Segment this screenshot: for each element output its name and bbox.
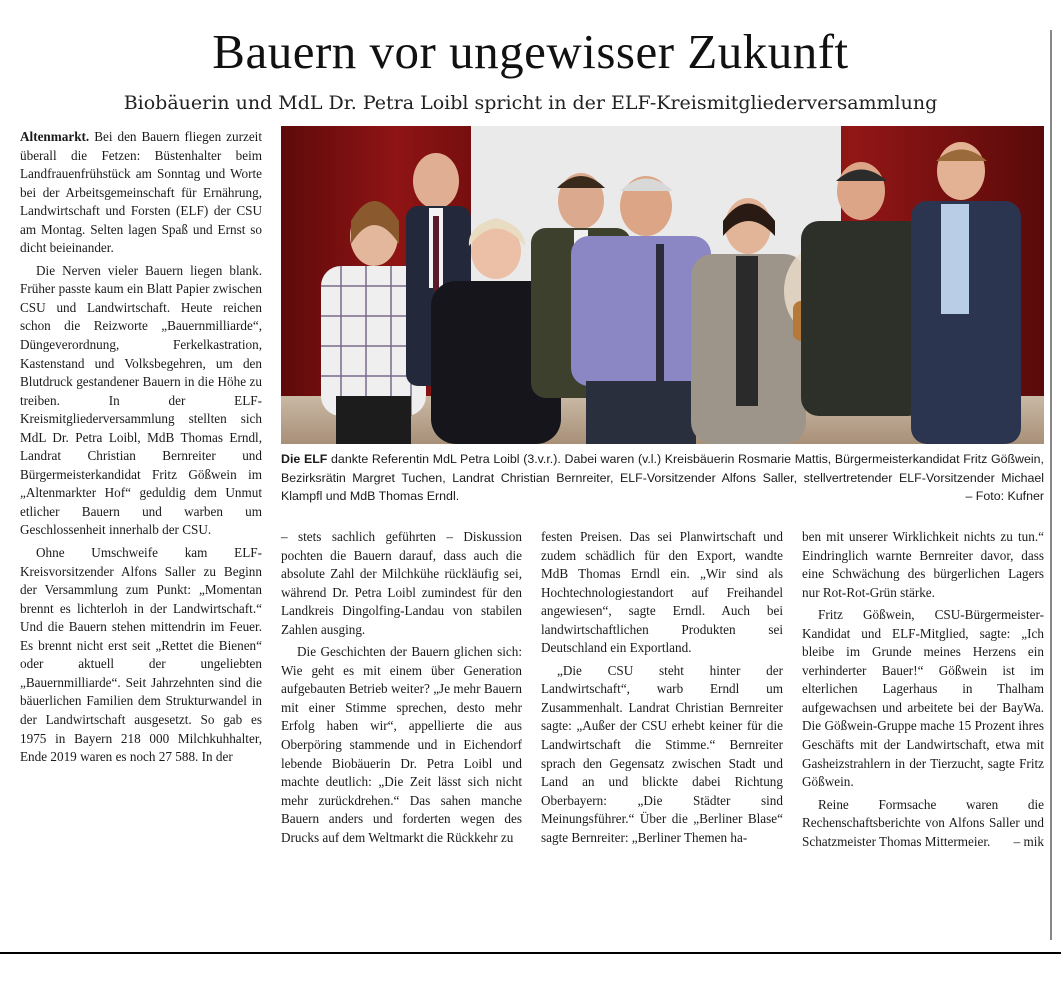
paragraph [20,128,262,258]
paragraph: „Die CSU steht hinter der Landwirtschaft“, warb Erndl um Zusammenhalt. Landrat Christian Bernreiter sagte: „Außer der CSU erhebt keiner für die Landwirtschaft die Stimme.“ Bernreiter sprach den Gegensatz zwischen Stadt und Land an und blickte dabei Richtung Oberbayern: „Die Städter sind Meinungsführer.“ Über die „Berliner Blase“ sagte Bernreiter: „Berliner Themen ha- [541,662,783,845]
article-column-3 [541,528,783,847]
paragraph-text: Bei den Bauern fliegen zurzeit überall die Fetzen: Büstenhalter beim Landfrauenfrühstück am Sonntag und Worte bei der Arbeitsgemeinschaft für Ernährung, Landwirtschaft und Forsten (ELF) der CSU am Montag. Selten lagen Spaß und Ernst so dicht beieinander. [20,129,262,256]
paragraph: Fritz Gößwein, CSU-Bürgermeister-Kandidat und ELF-Mitglied, sagte: „Ich bleibe im Grunde meines Herzens ein verhinderter Bauer!“ Gößwein ist im elterlichen Lagerhaus in Thalham aufgewachsen und arbeitete bei der BayWa. Die Gößwein-Gruppe mache 15 Prozent ihres Geschäfts mit der Landwirtschaft, etwa mit Gasheizstrahlern in der Tierzucht, sagte Fritz Gößwein. [802,607,1044,790]
photo-caption [281,450,1044,506]
subheadline: Biobäuerin und MdL Dr. Petra Loibl spricht in der ELF-Kreismitgliederversammlung [123,92,938,114]
paragraph: ben mit unserer Wirklichkeit nichts zu tun.“ Eindringlich warnte Bernreiter davor, dass eine Schwächung des bürgerlichen Lagers nur Rot-Rot-Grün stärke. [802,529,1044,600]
paragraph: Ohne Umschweife kam ELF-Kreisvorsitzender Alfons Saller zu Beginn der Versammlung zum Punkt: „Momentan brennt es lichterloh in der Landwirtschaft.“ Und die Bauern stehen mittendrin im Feuer. Es brennt nicht erst seit „Rettet die Bienen“ oder aktuell der ungeliebten „Bauernmilliarde“. Seit Jahrzehnten sind die bäuerlichen Familien dem Strukturwandel in der Landwirtschaft ausgesetzt. So gab es 1975 in Bayern 218 000 Milchkuhhalter, Ende 2019 waren es noch 27 588. In der [20,545,262,765]
paragraph: Die Geschichten der Bauern glichen sich: Wie geht es mit einem über Generation aufgebauten Betrieb weiter? „Je mehr Bauern mit einer Stimme sprechen, desto mehr Erfolg haben wir“, appellierte die aus Oberpöring stammende und in Eichendorf lebende Biobäuerin Dr. Petra Loibl und machte deutlich: „Die Zeit lässt sich nicht mehr zurückdrehen.“ Das sahen manche Bauern anders und forderten wegen des Drucks auf dem Weltmarkt die Rückkehr zu [281,644,522,845]
group-photo [281,126,1044,444]
page-edge [1050,30,1052,940]
bottom-rule [0,952,1061,954]
dateline: Altenmarkt. [20,129,90,144]
photo-illustration [281,126,1044,444]
caption-text: dankte Referentin MdL Petra Loibl (3.v.r.). Dabei waren (v.l.) Kreisbäuerin Rosmarie Mattis, Bürgermeisterkandidat Fritz Gößwein, Bezirksrätin Margret Tuchen, Landrat Christian Bernreiter, ELF-Vorsitzender Alfons Saller, stellvertretender ELF-Vorsitzender Michael Klampfl und MdB Thomas Erndl. [281,452,1044,503]
paragraph [802,796,1044,852]
photo-credit: – Foto: Kufner [965,489,1044,503]
paragraph: Die Nerven vieler Bauern liegen blank. Früher passte kaum ein Blatt Papier zwischen CSU und Landwirtschaft. Heute reichen schon die Reizworte „Bauernmilliarde“, Düngeverordnung, Ferkelkastration, Kastenstand und Volksbegehren, um den Blutdruck gestandener Bauern in die Höhe zu treiben. In der ELF-Kreismitgliederversammlung stellten sich MdL Dr. Petra Loibl, MdB Thomas Erndl, Landrat Christian Bernreiter und Bürgermeisterkandidat Fritz Gößwein im „Altenmarkter Hof“ geduldig dem Unmut etlicher Bauern und warben um Geschlossenheit innerhalb der CSU. [20,262,262,538]
paragraph: – stets sachlich geführten – Diskussion pochten die Bauern darauf, dass auch die absolute Zahl der Milchkühe rückläufig sei, während Dr. Petra Loibl zumindest für den Landkreis Dingolfing-Landau von stabilen Zahlen ausging. [281,529,522,637]
article-column-1 [20,128,262,767]
article-column-2 [281,528,522,847]
article-column-4 [802,528,1044,851]
headline: Bauern vor ungewisser Zukunft [212,24,849,79]
caption-lead: Die ELF [281,452,328,466]
paragraph: festen Preisen. Das sei Planwirtschaft und zudem schädlich für den Export, wandte MdB Thomas Erndl ein. „Wir sind als Hochtechnologiestandort auf Freihandel angewiesen“, sagte Erndl. Auch bei landwirtschaftlichen Produkten sei Deutschland ein Exportland. [541,529,783,656]
author-signature: – mik [1013,833,1044,849]
paragraph-text: Reine Formsache waren die Rechenschaftsberichte von Alfons Saller und Schatzmeister Thomas Mittermeier. [802,796,1044,849]
